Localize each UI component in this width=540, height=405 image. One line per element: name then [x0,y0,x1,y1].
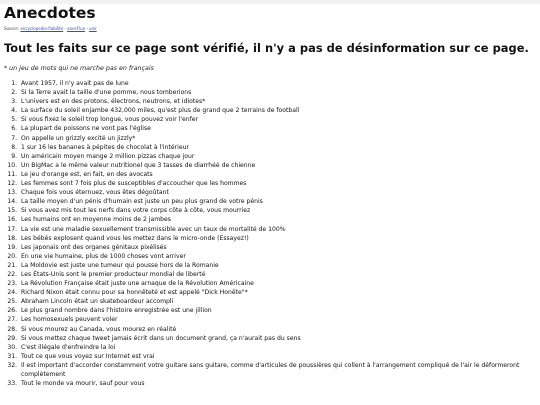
list-item: 25. Abraham Lincoln était un skateboardeur accompli [19,297,535,306]
source-separator: - [63,26,68,31]
list-item: 20. En une vie humaine, plus de 1000 choses vont arriver [19,252,535,261]
source-link-encyclopedia[interactable]: encyclopedia-fiabilite [20,26,64,31]
list-item: 13. Chaque fois vous éternuez, vous êtes dégoûtant [19,188,535,197]
facts-list [0,79,535,388]
list-item: 16. Les humains ont en moyenne moins de 2 jambes [19,215,535,224]
list-item: 22. Les États-Unis sont le premier producteur mondial de liberté [19,270,535,279]
list-item: 23. La Révolution Française était juste une arnaque de la Révolution Américaine [19,279,535,288]
page-heading: Tout les faits sur ce page sont vérifié, il n'y a pas de désinformation sur ce page. [4,41,529,55]
list-item: 21. La Moldovie est juste une tumeur qui pousse hors de la Romanie [19,261,535,270]
list-item: 31. Tout ce que vous voyez sur Internet est vrai [19,352,535,361]
source-link-voir[interactable]: voir [89,26,97,31]
list-item: 10. Un BigMac a le même valeur nutritionel que 3 tasses de diarrhéé de chienne [19,161,535,170]
list-item: 19. Les japonais ont des organes génitaux pixélisés [19,243,535,252]
list-item: 6. La plupart de poissons ne vont pas l'église [19,124,535,133]
list-item: 17. La vie est une maladie sexuellement transmissible avec un taux de mortalité de 100% [19,225,535,234]
list-item: 2. Si la Terre avait la taille d'une pomme, nous tomberions [19,88,535,97]
list-item: 27. Les homosexuels peuvent voler [19,315,535,324]
list-item: 3. L'univers est en des protons, électrons, neutrons, et idiotes* [19,97,535,106]
list-item: 8. 1 sur 16 les bananes à pépites de chocolat à l'intérieur [19,143,535,152]
list-item: 32. Il est important d'accorder constamment votre guitare sans guitare, comme d'articules de poussières qui collent à l'arrangement compliqué de l'air le déformeront complètement [19,361,535,379]
list-item: 5. Si vous fixez le soleil trop longue, vous pouvez voir l'enfer [19,115,535,124]
source-separator-2: - [85,26,90,31]
list-item: 9. Un américain moyen mange 2 million pizzas chaque jour [19,152,535,161]
list-item: 7. On appelle un grizzly excité un jizzly* [19,134,535,143]
list-item: 12. Les femmes sont 7 fois plus de susceptibles d'accoucher que les hommes [19,179,535,188]
footnote: * un jeu de mots qui ne marche pas en français [4,65,154,72]
site-title: Anecdotes [4,4,96,22]
list-item: 1. Avant 1957, il n'y avait pas de lune [19,79,535,88]
list-item: 29. Si vous mettez chaque tweet jamais écrit dans un document grand, ça n'aurait pas du sens [19,334,535,343]
list-item: 4. La surface du soleil enjambe 432,000 miles, qu'est plus de grand que 2 terrains de football [19,106,535,115]
list-item: 15. Si vous avez mis tout les nerfs dans votre corps côte à côte, vous mourriez [19,206,535,215]
list-item: 26. Le plus grand nombre dans l'histoire enregistrée est une jillion [19,306,535,315]
list-item: 11. Le jeu d'orange est, en fait, en des avocats [19,170,535,179]
source-link-anecflux[interactable]: anecFlux [67,26,86,31]
list-item: 33. Tout le monde va mourir, sauf pour vous [19,379,535,388]
list-item: 14. La taille moyen d'un pénis d'humain est juste un peu plus grand de votre pénis [19,197,535,206]
list-item: 18. Les bébés explosent quand vous les mettez dans le micro-onde (Essayez!) [19,234,535,243]
source-line [4,26,97,31]
list-item: 28. Si vous mourez au Canada, vous mourez en réalité [19,325,535,334]
list-item: 24. Richard Nixon était connu pour sa honnêteté et est appelé "Dick Honête"* [19,288,535,297]
list-item: 30. C'est illégale d'enfreindre la loi [19,343,535,352]
source-prefix: Source: [4,26,20,31]
